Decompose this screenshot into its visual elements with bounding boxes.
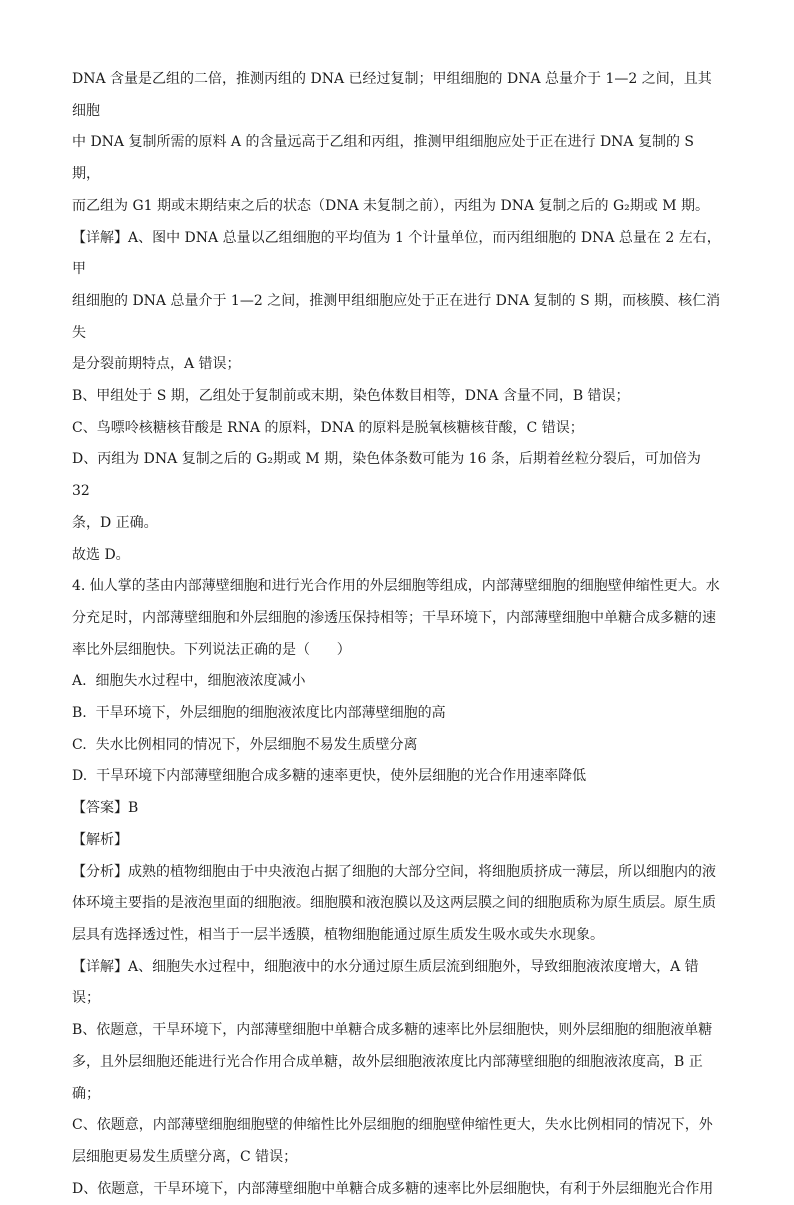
text-line: 【详解】A、细胞失水过程中，细胞液中的水分通过原生质层流到细胞外，导致细胞液浓度增大，A 错	[72, 958, 699, 975]
text-line: 条，D 正确。	[72, 514, 158, 531]
text-line: 层具有选择透过性，相当于一层半透膜，植物细胞能通过原生质发生吸水或失水现象。	[72, 926, 604, 943]
text-line: D、依题意，干旱环境下，内部薄壁细胞中单糖合成多糖的速率比外层细胞快，有利于外层细胞光合作用	[72, 1180, 714, 1197]
text-line: 误；	[72, 990, 100, 1007]
text-line: 多，且外层细胞还能进行光合作用合成单糖，故外层细胞液浓度比内部薄壁细胞的细胞液浓度高，B 正	[72, 1053, 703, 1070]
text-line: 【详解】A、图中 DNA 总量以乙组细胞的平均值为 1 个计量单位，而丙组细胞的 DNA 总量在 2 左右，甲	[72, 229, 721, 278]
text-line: 体环境主要指的是液泡里面的细胞液。细胞膜和液泡膜以及这两层膜之间的细胞质称为原生质层。原生质	[72, 895, 716, 912]
text-line: DNA 含量是乙组的二倍，推测丙组的 DNA 已经过复制；甲组细胞的 DNA 总量介于 1—2 之间，且其细胞	[72, 71, 712, 119]
text-line: 故选 D。	[72, 546, 130, 563]
analysis-heading: 【解析】	[72, 831, 128, 848]
text-line: B、依题意，干旱环境下，内部薄壁细胞中单糖合成多糖的速率比外层细胞快，则外层细胞的细胞液单糖	[72, 1022, 713, 1039]
text-line: 而乙组为 G1 期或末期结束之后的状态（DNA 未复制之前），丙组为 DNA 复制之后的 G₂期或 M 期。	[72, 197, 709, 214]
text-line: 组细胞的 DNA 总量介于 1—2 之间，推测甲组细胞应处于正在进行 DNA 复制的 S 期，而核膜、核仁消失	[72, 292, 721, 341]
option-d: D. 干旱环境下内部薄壁细胞合成多糖的速率更快，使外层细胞的光合作用速率降低	[72, 768, 587, 785]
text-line: 是分裂前期特点，A 错误；	[72, 356, 241, 373]
question-stem: 4. 仙人掌的茎由内部薄壁细胞和进行光合作用的外层细胞等组成，内部薄壁细胞的细胞壁伸缩性更大。水	[72, 578, 720, 595]
question-stem: 分充足时，内部薄壁细胞和外层细胞的渗透压保持相等；干旱环境下，内部薄壁细胞中单糖合成多糖的速	[72, 609, 716, 626]
answer-heading: 【答案】B	[72, 800, 139, 817]
option-b: B. 干旱环境下，外层细胞的细胞液浓度比内部薄壁细胞的高	[72, 705, 446, 722]
text-line: 确；	[72, 1085, 100, 1102]
text-line: 层细胞更易发生质壁分离，C 错误；	[72, 1148, 298, 1165]
option-c: C. 失水比例相同的情况下，外层细胞不易发生质壁分离	[72, 736, 418, 753]
text-line: C、依题意，内部薄壁细胞细胞壁的伸缩性比外层细胞的细胞壁伸缩性更大，失水比例相同的情况下，外	[72, 1117, 713, 1134]
text-line: C、鸟嘌呤核糖核苷酸是 RNA 的原料，DNA 的原料是脱氧核糖核苷酸，C 错误；	[72, 419, 584, 436]
text-line: 中 DNA 复制所需的原料 A 的含量远高于乙组和丙组，推测甲组细胞应处于正在进行 DNA 复制的 S 期，	[72, 134, 699, 183]
text-line: B、甲组处于 S 期，乙组处于复制前或末期，染色体数目相等，DNA 含量不同，B 错误；	[72, 388, 630, 405]
question-stem: 率比外层细胞快。下列说法正确的是（ ）	[72, 641, 351, 658]
option-a: A. 细胞失水过程中，细胞液浓度减小	[72, 673, 306, 690]
text-line: D、丙组为 DNA 复制之后的 G₂期或 M 期，染色体条数可能为 16 条，后期着丝粒分裂后，可加倍为 32	[72, 451, 706, 500]
document-body	[72, 64, 722, 1205]
text-line: 【分析】成熟的植物细胞由于中央液泡占据了细胞的大部分空间，将细胞质挤成一薄层，所以细胞内的液	[72, 863, 716, 880]
